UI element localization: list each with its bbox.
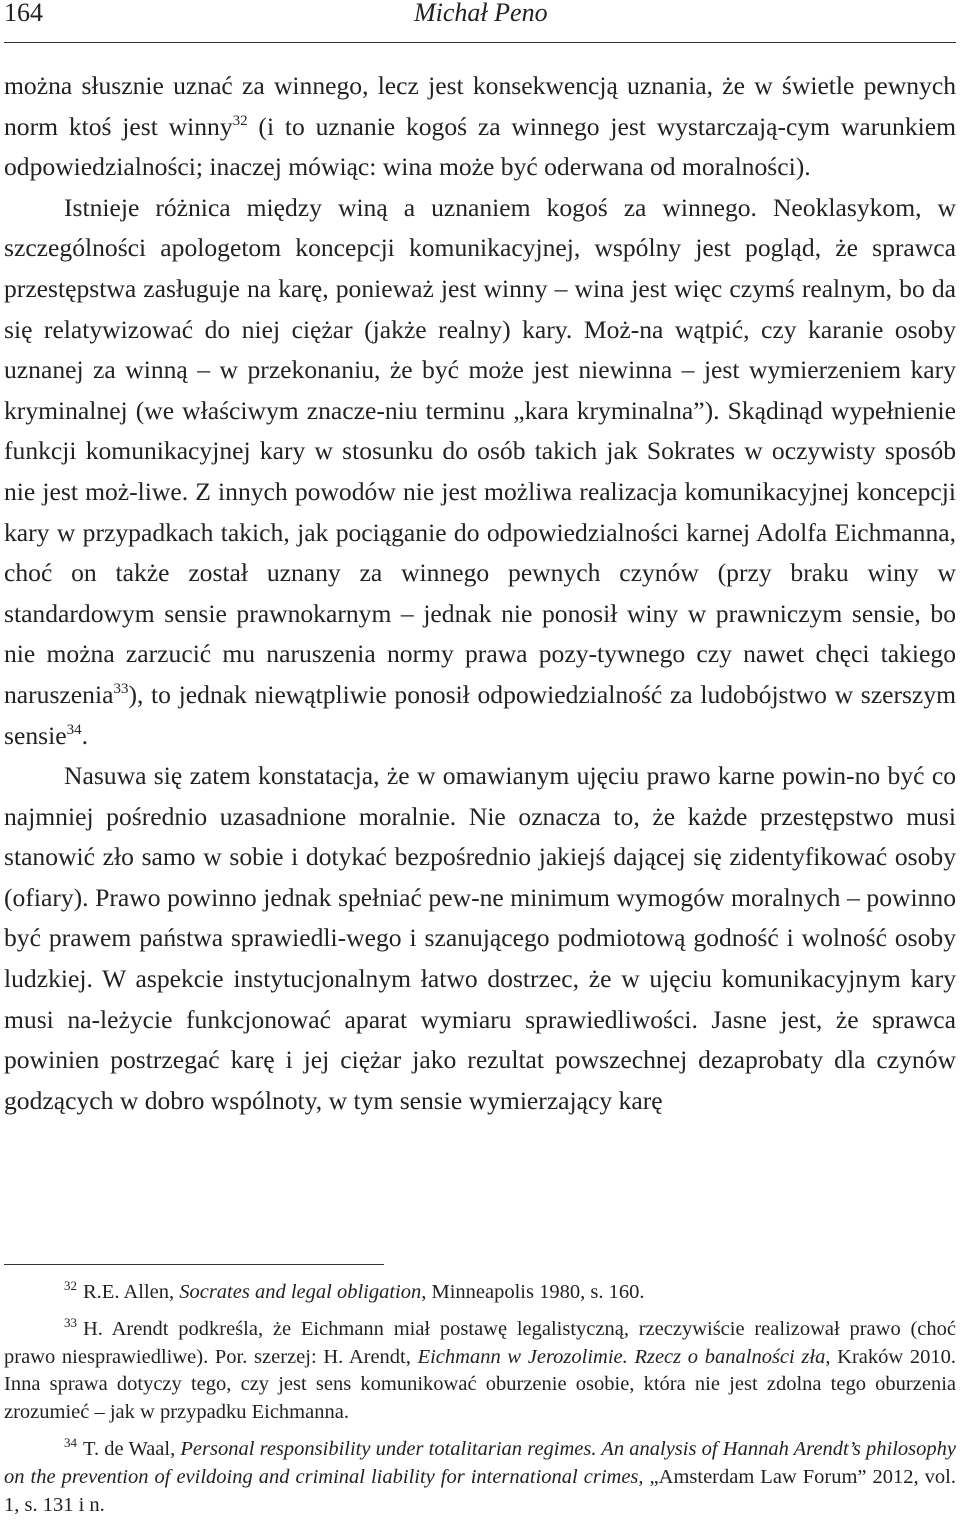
footnote-text: , „Amsterdam Law Forum” 2012, vol. 1, s. 131 i n. — [4, 1465, 956, 1516]
footnote-text: H. Arendt podkreśla, że Eichmann miał postawę legalistyczną, rzeczywiście realizował prawo (choć prawo niesprawiedliwe). Por. szerzej: H. Arendt, — [4, 1317, 956, 1368]
footnote-number: 32 — [64, 1278, 77, 1293]
paragraph-2-text-b: ), to jednak niewątpliwie ponosił odpowiedzialność za ludobójstwo w szerszym sensie — [4, 679, 956, 750]
footnote-ref-34[interactable]: 34 — [66, 721, 82, 738]
header-divider — [4, 42, 956, 43]
body-text — [4, 66, 956, 1121]
footnote-34 — [4, 1436, 956, 1519]
paragraph-2 — [4, 188, 956, 756]
page-number: 164 — [4, 0, 43, 27]
paragraph-1-text-b: (i to uznanie kogoś za winnego jest wystarczają-cym warunkiem odpowiedzialności; inaczej mówiąc: wina może być oderwana od moralności). — [4, 111, 956, 182]
footnote-title: Personal responsibility under totalitarian regimes. An analysis of Hannah Arendt’s philosophy on the prevention of evildoing and criminal liability for international crimes — [4, 1437, 956, 1488]
footnote-number: 34 — [64, 1434, 77, 1450]
paragraph-3-text: Nasuwa się zatem konstatacja, że w omawianym ujęciu prawo karne powin-no być co najmniej pośrednio uzasadnione moralnie. Nie oznacza to, że każde przestępstwo musi stanowić zło samo w sobie i dotykać bezpośrednio jakiejś dającej się zidentyfikować osoby (ofiary). Prawo powinno jednak spełniać pew-ne minimum wymogów moralnych – powinno być prawem państwa sprawiedli-wego i szanującego podmiotową godność i wolność osoby ludzkiej. W aspekcie instytucjonalnym łatwo dostrzec, że w ujęciu komunikacyjnym kary musi na-leżycie funkcjonować aparat wymiaru sprawiedliwości. Jasne jest, że sprawca powinien postrzegać karę i jej ciężar jako rezultat powszechnej dezaprobaty dla czynów godzących w dobro wspólnoty, w tym sensie wymierzający karę — [4, 761, 956, 1115]
paragraph-1-text-a: można słusznie uznać za winnego, lecz jest konsekwencją uznania, że w świetle pewnych norm ktoś jest winny — [4, 71, 956, 141]
footnote-title: Eichmann w Jerozolimie. Rzecz o banalności zła — [417, 1345, 826, 1368]
footnotes — [4, 1279, 956, 1528]
paragraph-1 — [4, 66, 956, 188]
footnote-33 — [4, 1316, 956, 1427]
footnote-ref-32[interactable]: 32 — [232, 112, 248, 129]
paragraph-2-text-c: . — [81, 720, 88, 750]
running-head: Michał Peno — [414, 0, 548, 27]
footnote-number: 33 — [64, 1314, 77, 1330]
footnote-text: , Minneapolis 1980, s. 160. — [421, 1281, 645, 1303]
page-header — [0, 0, 960, 44]
footnote-text: R.E. Allen, — [83, 1281, 180, 1303]
paragraph-3 — [4, 756, 956, 1121]
paragraph-2-text-a: Istnieje różnica między winą a uznaniem kogoś za winnego. Neoklasykom, w szczególności apologetom koncepcji komunikacyjnej, wspólny jest pogląd, że sprawca przestępstwa zasługuje na karę, ponieważ jest winny – wina jest więc czymś realnym, bo da się relatywizować do niej ciężar (jakże realny) kary. Moż-na wątpić, czy karanie osoby uznanej za winną – w przekonaniu, że być może jest niewinna – jest wymierzeniem kary kryminalnej (we właściwym znacze-niu terminu „kara kryminalna”). Skądinąd wypełnienie funkcji komunikacyjnej kary w stosunku do osób takich jak Sokrates w oczywisty sposób nie jest moż-liwe. Z innych powodów nie jest możliwa realizacja komunikacyjnej koncepcji kary w przypadkach takich, jak pociąganie do odpowiedzialności karnej Adolfa Eichmanna, choć on także został uznany za winnego pewnych czynów (przy braku winy w standardowym sensie prawnokarnym – jednak nie ponosił winy w prawniczym sensie, bo nie można zarzucić mu naruszenia normy prawa pozy-tywnego czy nawet chęci takiego naruszenia — [4, 192, 956, 709]
footnote-text: , Kraków 2010. Inna sprawa dotyczy tego, czy jest sens komunikować oburzenie osobie, która nie jest zdolna tego oburzenia zrozumieć – jak w przypadku Eichmanna. — [4, 1345, 957, 1424]
footnote-32 — [4, 1279, 956, 1307]
footnote-title: Socrates and legal obligation — [179, 1281, 422, 1303]
footnote-divider — [4, 1264, 384, 1265]
footnote-text: T. de Waal, — [83, 1437, 181, 1460]
footnote-ref-33[interactable]: 33 — [113, 680, 129, 697]
